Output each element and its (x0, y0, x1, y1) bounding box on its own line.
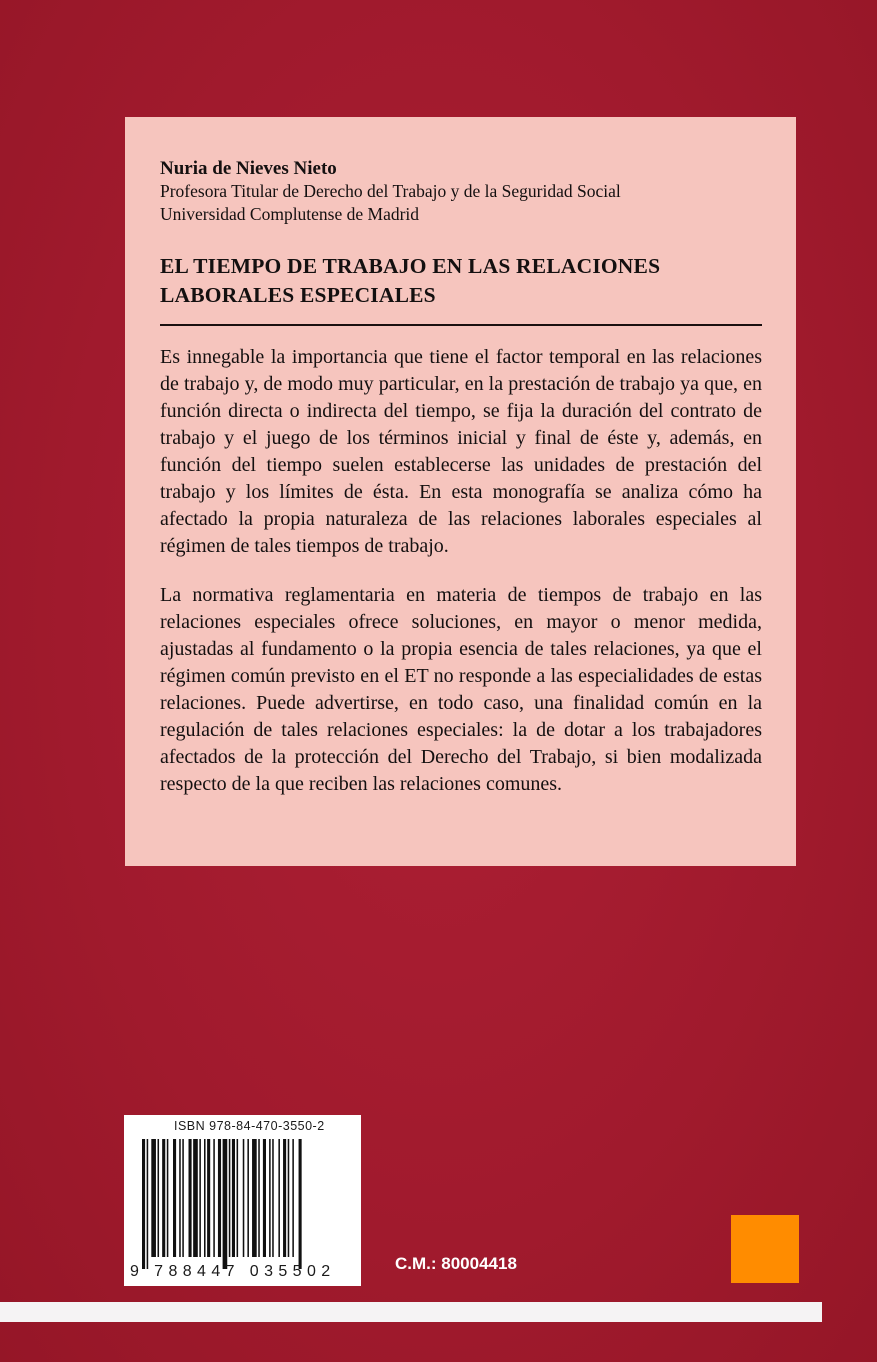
barcode-icon (142, 1139, 346, 1269)
title-divider (160, 324, 762, 326)
barcode-label (124, 1115, 361, 1286)
synopsis-paragraph-2: La normativa reglamentaria en materia de tiempos de trabajo en las relaciones especiales ofrece soluciones, en mayor o menor medida, ajustadas al fundamento o la propia esencia de tales relaciones, ya que el régimen común previsto en el ET no responde a las especialidades de estas relaciones. Puede advertirse, en todo caso, una finalidad común en la regulación de tales relaciones especiales: la de dotar a los trabajadores afectados de la protección del Derecho del Trabajo, si bien modalizada respecto de la que reciben las relaciones comunes. (160, 584, 762, 795)
ean-digits: 9 788447 035502 (130, 1263, 336, 1280)
synopsis-panel (125, 117, 796, 866)
author-name: Nuria de Nieves Nieto (160, 158, 337, 179)
book-title-line-1: EL TIEMPO DE TRABAJO EN LAS RELACIONES (160, 254, 661, 278)
bottom-white-strip (0, 1302, 822, 1322)
book-title (160, 252, 762, 310)
isbn-text: ISBN 978-84-470-3550-2 (174, 1119, 325, 1133)
author-institution: Universidad Complutense de Madrid (160, 204, 420, 224)
catalog-number: C.M.: 80004418 (395, 1254, 517, 1273)
book-title-line-2: LABORALES ESPECIALES (160, 283, 436, 307)
synopsis-paragraph-1: Es innegable la importancia que tiene el factor temporal en las relaciones de trabajo y, de modo muy particular, en la prestación de trabajo ya que, en función directa o indirecta del tiempo, se fija la duración del contrato de trabajo y el juego de los términos inicial y final de éste y, además, en función del tiempo suelen establecerse las unidades de prestación del trabajo y los límites de ésta. En esta monografía se analiza cómo ha afectado la propia naturaleza de las relaciones laborales especiales al régimen de tales tiempos de trabajo. (160, 346, 762, 557)
author-position: Profesora Titular de Derecho del Trabajo y de la Seguridad Social (160, 181, 621, 201)
publisher-mark-square (731, 1215, 799, 1283)
